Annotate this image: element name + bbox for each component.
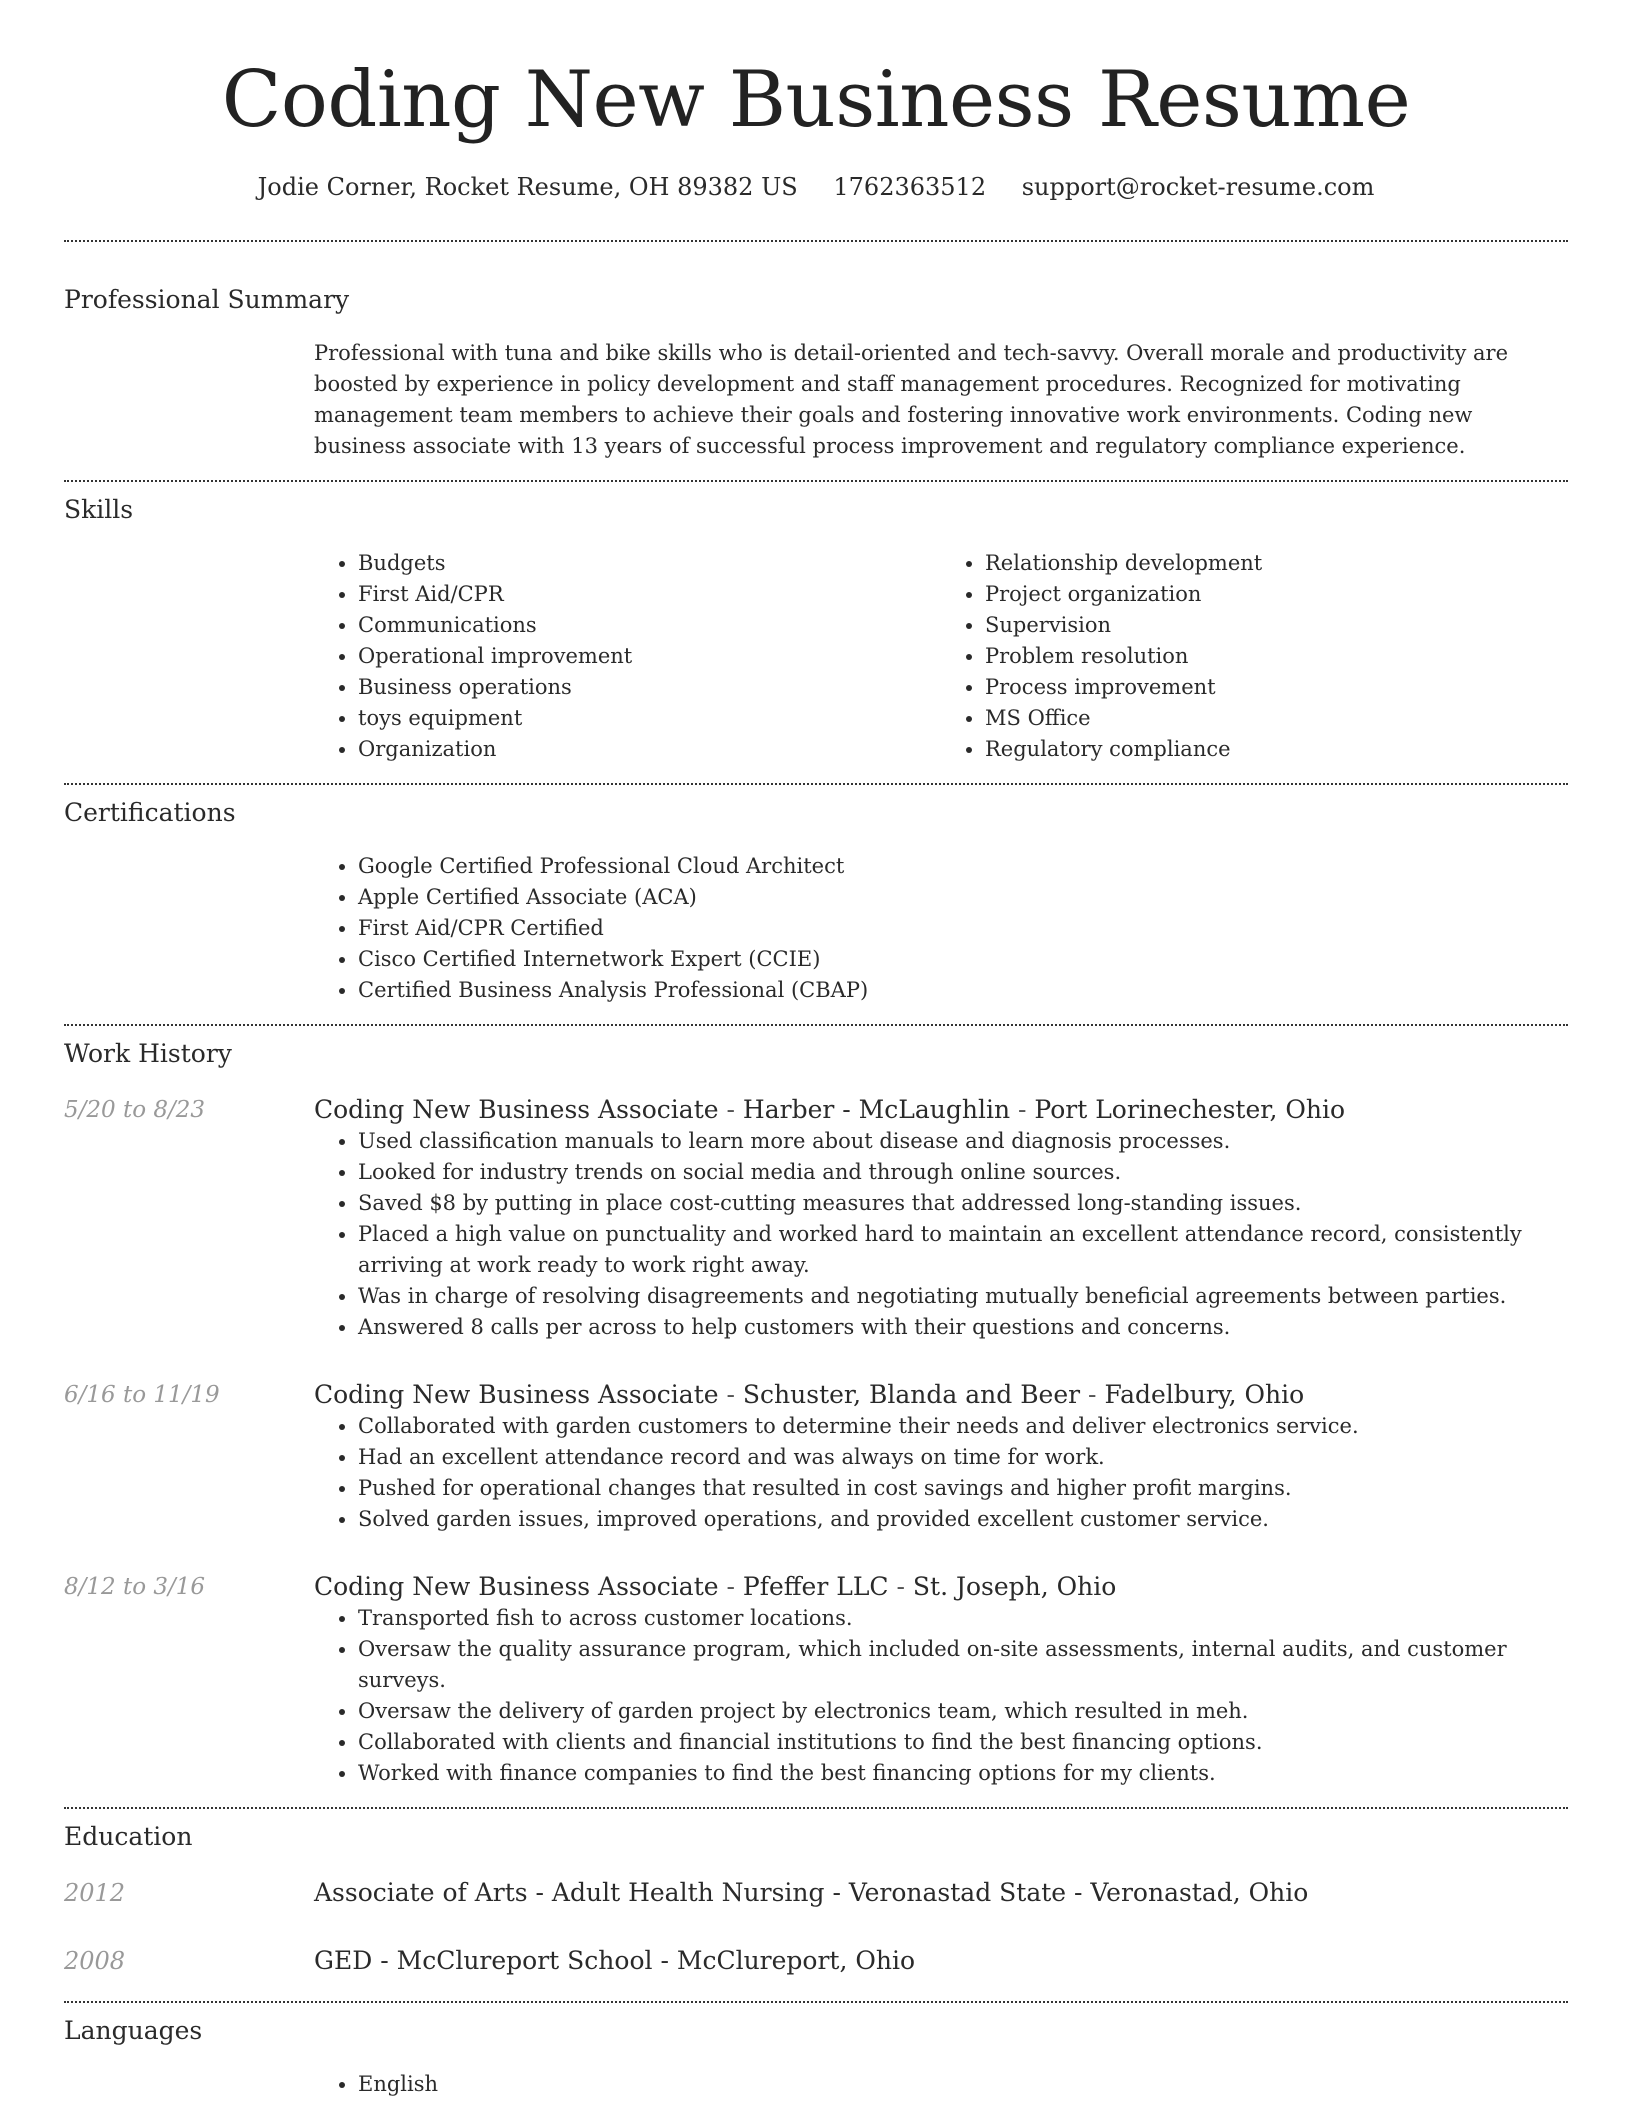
contact-phone: 1762363512 — [833, 173, 987, 201]
job-main — [314, 1571, 1568, 1789]
certification-item: • Cisco Certified Internetwork Expert (CCIE) — [358, 944, 1568, 975]
job-dates: 8/12 to 3/16 — [64, 1574, 206, 1600]
summary-heading: Professional Summary — [64, 285, 350, 314]
contact-address: Jodie Corner, Rocket Resume, OH 89382 US — [257, 173, 798, 201]
education-text: GED - McClureport School - McClureport, Ohio — [314, 1946, 916, 1975]
job-bullets — [314, 1411, 1568, 1535]
education-main — [314, 1877, 1568, 1909]
skill-item: • Operational improvement — [358, 641, 941, 672]
section-divider — [64, 240, 1568, 242]
certifications-body — [314, 851, 1568, 1006]
languages-list — [314, 2069, 1568, 2100]
job-heading: Coding New Business Associate - Harber - McLaughlin - Port Lorinechester, Ohio — [314, 1095, 1346, 1124]
section-divider — [64, 1024, 1568, 1026]
languages-body — [314, 2069, 1568, 2100]
job-entry — [64, 1379, 1568, 1535]
job-bullet: • Pushed for operational changes that resulted in cost savings and higher profit margins. — [358, 1473, 1568, 1504]
certification-item: • Google Certified Professional Cloud Architect — [358, 851, 1568, 882]
job-entry — [64, 1094, 1568, 1343]
job-bullet: • Oversaw the delivery of garden project by electronics team, which resulted in meh. — [358, 1696, 1568, 1727]
skill-item: • Organization — [358, 734, 941, 765]
job-dates: 5/20 to 8/23 — [64, 1097, 206, 1123]
section-divider — [64, 1807, 1568, 1809]
education-year: 2008 — [64, 1947, 126, 1975]
skill-item: • First Aid/CPR — [358, 579, 941, 610]
summary-text: Professional with tuna and bike skills who is detail-oriented and tech-savvy. Overall morale and productivity are boosted by experience in policy development and staff management procedures. Recognized for motivating management team members to achieve their goals and fostering innovative work environments. Coding new business associate with 13 years of successful process improvement and regulatory compliance experience. — [314, 341, 1508, 458]
work-history-section — [64, 1038, 1568, 1789]
skills-grid — [314, 548, 1568, 765]
education-year: 2012 — [64, 1879, 126, 1907]
skill-item: • Project organization — [985, 579, 1568, 610]
skill-item: • Problem resolution — [985, 641, 1568, 672]
skills-list-right — [941, 548, 1568, 765]
job-bullet: • Placed a high value on punctuality and worked hard to maintain an excellent attendance record, consistently arriving at work ready to work right away. — [358, 1219, 1568, 1281]
languages-section — [64, 2015, 1568, 2100]
skill-item: • Process improvement — [985, 672, 1568, 703]
skill-item: • toys equipment — [358, 703, 941, 734]
education-heading: Education — [64, 1822, 193, 1851]
job-bullet: • Oversaw the quality assurance program, which included on-site assessments, internal audits, and customer surveys. — [358, 1634, 1568, 1696]
job-bullet: • Saved $8 by putting in place cost-cutting measures that addressed long-standing issues. — [358, 1188, 1568, 1219]
job-bullet: • Solved garden issues, improved operations, and provided excellent customer service. — [358, 1504, 1568, 1535]
job-company: Pfeffer LLC — [742, 1572, 889, 1601]
job-bullets — [314, 1126, 1568, 1343]
job-company: Harber - McLaughlin — [742, 1095, 1011, 1124]
skill-item: • Communications — [358, 610, 941, 641]
certification-item: • Certified Business Analysis Professional (CBAP) — [358, 975, 1568, 1006]
resume-title: Coding New Business Resume — [221, 55, 1411, 145]
certifications-section — [64, 797, 1568, 1006]
summary-body — [314, 338, 1568, 462]
languages-heading: Languages — [64, 2016, 203, 2045]
skill-item: • Supervision — [985, 610, 1568, 641]
certification-item: • First Aid/CPR Certified — [358, 913, 1568, 944]
job-title: Coding New Business Associate — [314, 1572, 719, 1601]
skill-item: • MS Office — [985, 703, 1568, 734]
skill-item: • Regulatory compliance — [985, 734, 1568, 765]
contact-line — [64, 170, 1568, 204]
education-entry — [64, 1945, 1568, 1977]
section-divider — [64, 480, 1568, 482]
education-main — [314, 1945, 1568, 1977]
education-entry — [64, 1877, 1568, 1909]
skill-item: • Budgets — [358, 548, 941, 579]
job-bullet: • Worked with finance companies to find the best financing options for my clients. — [358, 1758, 1568, 1789]
section-divider — [64, 783, 1568, 785]
certification-item: • Apple Certified Associate (ACA) — [358, 882, 1568, 913]
job-entry — [64, 1571, 1568, 1789]
section-divider — [64, 2001, 1568, 2003]
job-title: Coding New Business Associate — [314, 1380, 719, 1409]
job-company: Schuster, Blanda and Beer — [742, 1380, 1081, 1409]
skills-section — [64, 494, 1568, 765]
job-location: Port Lorinechester, Ohio — [1034, 1095, 1346, 1124]
certifications-heading: Certifications — [64, 798, 236, 827]
job-bullet: • Collaborated with clients and financial institutions to find the best financing options. — [358, 1727, 1568, 1758]
job-title: Coding New Business Associate — [314, 1095, 719, 1124]
contact-email: support@rocket-resume.com — [1021, 173, 1375, 201]
education-section — [64, 1821, 1568, 1977]
certifications-list — [314, 851, 1568, 1006]
job-location: Fadelbury, Ohio — [1104, 1380, 1305, 1409]
job-main — [314, 1379, 1568, 1535]
job-bullet: • Had an excellent attendance record and was always on time for work. — [358, 1442, 1568, 1473]
language-item: • English — [358, 2069, 1568, 2100]
job-bullet: • Used classification manuals to learn more about disease and diagnosis processes. — [358, 1126, 1568, 1157]
job-bullet: • Was in charge of resolving disagreements and negotiating mutually beneficial agreements between parties. — [358, 1281, 1568, 1312]
work-history-heading: Work History — [64, 1039, 232, 1068]
job-bullet: • Collaborated with garden customers to determine their needs and deliver electronics service. — [358, 1411, 1568, 1442]
summary-section — [64, 284, 1568, 462]
skills-heading: Skills — [64, 495, 134, 524]
job-bullet: • Looked for industry trends on social media and through online sources. — [358, 1157, 1568, 1188]
skill-item: • Business operations — [358, 672, 941, 703]
job-heading: Coding New Business Associate - Schuster, Blanda and Beer - Fadelbury, Ohio — [314, 1380, 1305, 1409]
education-text: Associate of Arts - Adult Health Nursing - Veronastad State - Veronastad, Ohio — [314, 1878, 1309, 1907]
job-dates: 6/16 to 11/19 — [64, 1382, 220, 1408]
job-bullets — [314, 1603, 1568, 1789]
job-main — [314, 1094, 1568, 1343]
skills-list-left — [314, 548, 941, 765]
job-bullet: • Answered 8 calls per across to help customers with their questions and concerns. — [358, 1312, 1568, 1343]
job-location: St. Joseph, Ohio — [912, 1572, 1117, 1601]
job-bullet: • Transported fish to across customer locations. — [358, 1603, 1568, 1634]
job-heading: Coding New Business Associate - Pfeffer LLC - St. Joseph, Ohio — [314, 1572, 1117, 1601]
skill-item: • Relationship development — [985, 548, 1568, 579]
